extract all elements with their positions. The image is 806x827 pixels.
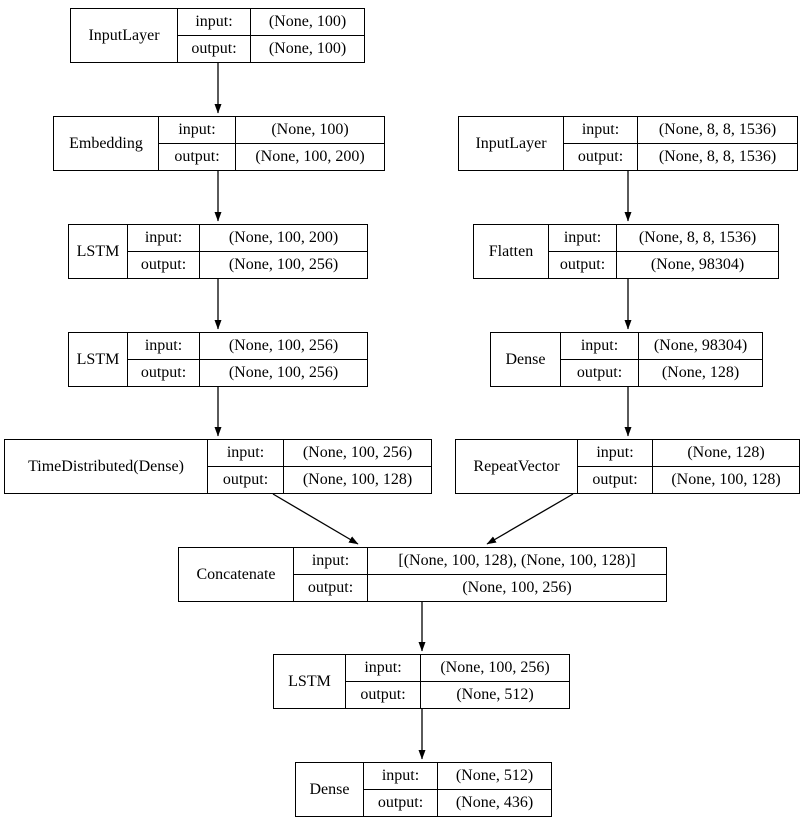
- output-shape: (None, 8, 8, 1536): [658, 148, 777, 165]
- output-label: output:: [564, 144, 638, 170]
- input-label: input:: [128, 225, 200, 251]
- output-shape: (None, 128): [661, 364, 740, 381]
- input-shape: (None, 512): [455, 767, 534, 784]
- output-label: output:: [159, 144, 236, 170]
- input-shape: (None, 8, 8, 1536): [658, 121, 777, 138]
- input-shape: (None, 100): [268, 13, 347, 30]
- output-shape: (None, 100, 128): [671, 471, 781, 488]
- layer-node-repeat-vector: [455, 439, 800, 494]
- layer-name: LSTM: [274, 655, 346, 708]
- input-label: input:: [294, 548, 368, 574]
- layer-node-lstm-1: [68, 224, 368, 279]
- output-label: output:: [346, 682, 421, 708]
- layer-name: LSTM: [69, 333, 128, 386]
- output-label: output:: [364, 790, 438, 816]
- input-label: input:: [564, 117, 638, 143]
- output-shape: (None, 436): [455, 794, 534, 811]
- output-label: output:: [549, 252, 617, 278]
- input-shape: (None, 100, 200): [228, 229, 339, 246]
- input-label: input:: [208, 440, 284, 466]
- output-label: output:: [578, 467, 653, 493]
- layer-node-dense-1: [490, 332, 763, 387]
- layer-name: InputLayer: [71, 9, 178, 62]
- input-label: input:: [178, 9, 251, 35]
- input-label: input:: [549, 225, 617, 251]
- output-shape: (None, 100, 200): [255, 148, 365, 165]
- output-label: output:: [128, 252, 200, 278]
- layer-name: LSTM: [69, 225, 128, 278]
- layer-node-flatten: [473, 224, 779, 279]
- layer-node-embedding: [53, 116, 385, 171]
- input-shape: (None, 100, 256): [302, 444, 413, 461]
- input-shape: (None, 128): [687, 444, 765, 461]
- input-label: input:: [364, 763, 438, 789]
- output-shape: (None, 100, 256): [462, 579, 572, 596]
- input-shape: (None, 100, 256): [228, 337, 339, 354]
- input-shape: (None, 8, 8, 1536): [638, 229, 757, 246]
- output-label: output:: [178, 36, 251, 62]
- input-shape: (None, 100, 256): [440, 659, 550, 676]
- layer-name: Flatten: [474, 225, 549, 278]
- layer-name: Dense: [296, 763, 364, 816]
- input-shape: (None, 100): [271, 121, 349, 138]
- input-label: input:: [159, 117, 236, 143]
- layer-name: RepeatVector: [456, 440, 578, 493]
- output-label: output:: [561, 360, 639, 386]
- output-shape: (None, 512): [456, 686, 534, 703]
- layer-node-input-layer-1: [70, 8, 365, 63]
- layer-node-input-layer-2: [458, 116, 798, 171]
- output-label: output:: [128, 360, 200, 386]
- edge-time-distributed-dense-to-concatenate: [273, 494, 358, 544]
- input-label: input:: [561, 333, 639, 359]
- layer-node-dense-2: [295, 762, 552, 817]
- input-shape: (None, 98304): [653, 337, 748, 354]
- input-label: input:: [578, 440, 653, 466]
- input-shape: [(None, 100, 128), (None, 100, 128)]: [398, 552, 636, 569]
- layer-node-lstm-3: [273, 654, 570, 709]
- layer-name: TimeDistributed(Dense): [5, 440, 208, 493]
- layer-name: InputLayer: [459, 117, 564, 170]
- layer-node-time-distributed-dense: [4, 439, 432, 494]
- edge-repeat-vector-to-concatenate: [487, 494, 573, 544]
- layer-node-lstm-2: [68, 332, 368, 387]
- output-label: output:: [294, 575, 368, 601]
- output-shape: (None, 100): [268, 40, 347, 57]
- output-shape: (None, 100, 128): [302, 471, 413, 488]
- output-shape: (None, 98304): [650, 256, 745, 273]
- input-label: input:: [346, 655, 421, 681]
- layer-name: Embedding: [54, 117, 159, 170]
- input-label: input:: [128, 333, 200, 359]
- layer-name: Concatenate: [179, 548, 294, 601]
- output-label: output:: [208, 467, 284, 493]
- layer-name: Dense: [491, 333, 561, 386]
- output-shape: (None, 100, 256): [228, 256, 339, 273]
- layer-node-concatenate: [178, 547, 667, 602]
- output-shape: (None, 100, 256): [228, 364, 339, 381]
